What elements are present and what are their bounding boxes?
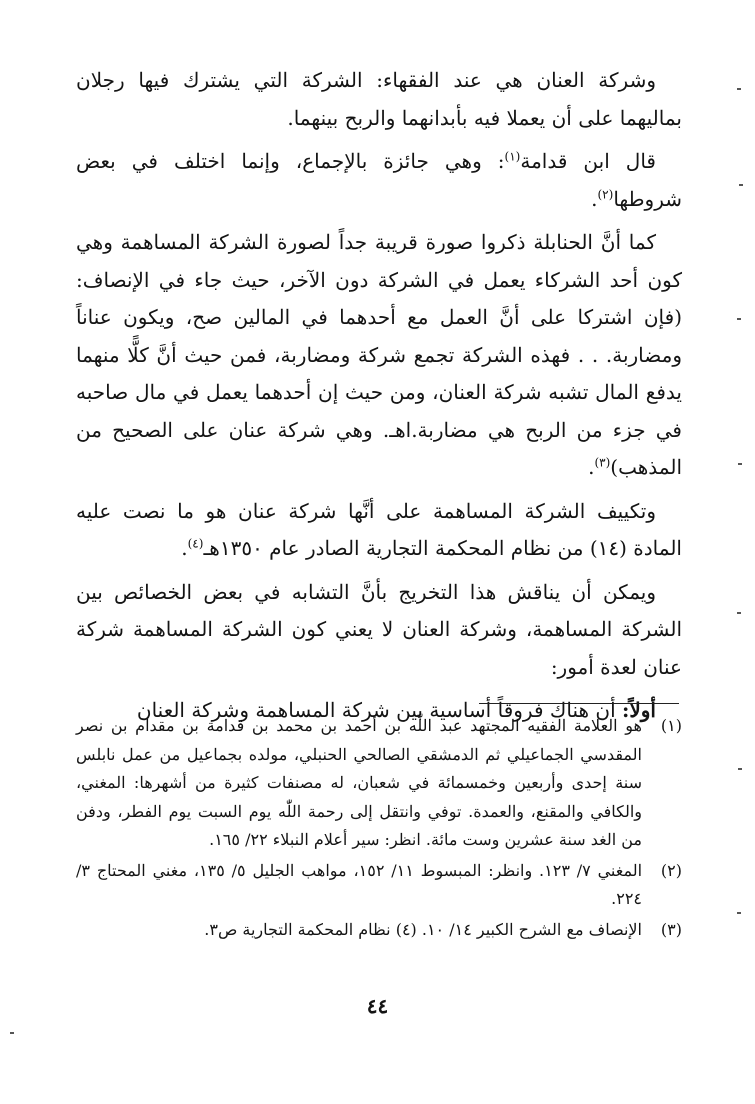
page-number: ٤٤ <box>366 994 389 1018</box>
scan-mark <box>737 318 741 320</box>
body-paragraph <box>76 62 682 137</box>
paragraph-text: . <box>588 455 595 479</box>
scan-mark <box>739 184 743 186</box>
paragraph-text: . <box>591 186 598 211</box>
paragraph-text: : وهي جائزة بالإجماع، وإنما اختلف في بعض شروطها <box>76 149 682 211</box>
footnote-text: الإنصاف مع الشرح الكبير ١٤/ ١٠. (٤) نظام المحكمة التجارية ص٣. <box>204 919 642 939</box>
footnotes <box>76 712 682 946</box>
paragraph-text: ويمكن أن يناقش هذا التخريج بأنَّ التشابه في بعض الخصائص بين الشركة المساهمة، وشركة العنان لا يعني كون الشركة المساهمة شركة عنان لعدة أمور: <box>76 579 682 679</box>
point-label: أولاً: <box>621 698 656 722</box>
paragraph-text: أن هناك فروقاً أساسية بين شركة المساهمة وشركة العنان <box>136 698 622 722</box>
footnote-item <box>76 857 682 914</box>
footnote-number: (٢) <box>660 860 682 880</box>
footnote-reference: (٢) <box>597 186 614 201</box>
footnote-separator <box>479 703 679 704</box>
body-paragraph <box>76 493 682 568</box>
scan-mark <box>737 612 741 614</box>
body-paragraph <box>76 574 682 687</box>
scan-mark <box>737 912 741 914</box>
body-paragraph <box>76 224 682 487</box>
footnote-reference: (٣) <box>594 455 611 470</box>
footnote-text: المغني ٧/ ١٢٣. وانظر: المبسوط ١١/ ١٥٢، مواهب الجليل ٥/ ١٣٥، مغني المحتاج ٣/ ٢٢٤. <box>76 860 643 908</box>
scan-mark <box>10 1032 14 1034</box>
body-paragraph <box>76 143 682 218</box>
paragraph-text: كما أنَّ الحنابلة ذكروا صورة قريبة جداً لصورة الشركة المساهمة وهي كون أحد الشركاء يعمل في الشركة دون الآخر، حيث جاء في الإنصاف: (فإن اشتركا على أنَّ العمل مع أحدهما في المالين صح، ويكون عناناً ومضاربة. . . فهذه الشركة تجمع شركة ومضاربة، فمن حيث أنَّ كلًّا منهما يدفع المال تشبه شركة العنان، ومن حيث إن أحدهما يعمل في مال صاحبه في جزء من الربح هي مضاربة.اهـ. وهي شركة عنان على الصحيح من المذهب) <box>76 230 683 479</box>
footnote-number: (١) <box>660 716 682 735</box>
paragraph-text: وتكييف الشركة المساهمة على أنَّها شركة عنان هو ما نصت عليه المادة (١٤) من نظام المحكمة التجارية الصادر عام ١٣٥٠هـ <box>76 498 682 560</box>
footnote-item <box>76 712 682 855</box>
footnote-reference: (٤) <box>187 536 204 551</box>
footnote-number: (٣) <box>660 919 682 939</box>
main-text <box>76 62 682 736</box>
paragraph-text: . <box>181 536 188 560</box>
scan-mark <box>738 463 742 465</box>
paragraph-text: وشركة العنان هي عند الفقهاء: الشركة التي يشترك فيها رجلان بماليهما على أن يعملا فيه بأبدانهما والربح بينهما. <box>76 68 682 130</box>
paragraph-text: قال ابن قدامة <box>520 149 656 173</box>
scan-mark <box>737 88 741 90</box>
footnote-item <box>76 916 682 945</box>
footnote-text: هو العلامة الفقيه المجتهد عبد اللّٰه بن أحمد بن محمد بن قدامة بن مقدام بن نصر المقدسي الجماعيلي ثم الدمشقي الصالحي الحنبلي، مولده بجماعيل من عمل نابلس سنة إحدى وأربعين وخمسمائة في شعبان، له مصنفات كثيرة من أشهرها: المغني، والكافي والمقنع، والعمدة. توفي وانتقل إلى رحمة اللّٰه يوم السبت يوم الفطر، ودفن من الغد سنة عشرين وست مائة. انظر: سير أعلام النبلاء ٢٢/ ١٦٥. <box>76 716 643 849</box>
footnote-reference: (١) <box>504 149 521 164</box>
scan-mark <box>738 768 742 770</box>
